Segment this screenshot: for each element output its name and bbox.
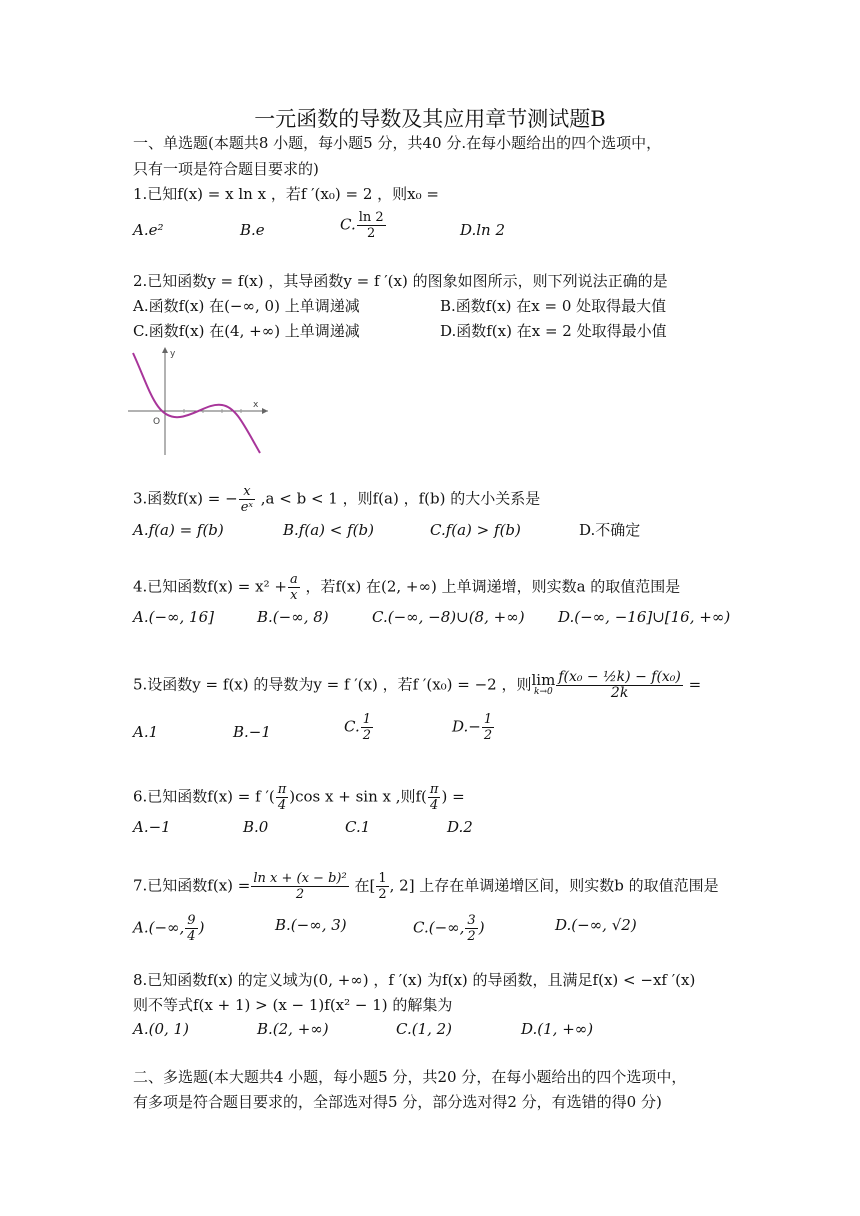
q4-stem: [133, 572, 680, 603]
x-axis-arrow-icon: [262, 408, 268, 414]
q2-option-b: B.函数f(x) 在x = 0 处取得最大值: [440, 297, 667, 315]
q3-numerator: x: [239, 484, 255, 500]
q6-option-d: D.2: [447, 818, 473, 836]
q5-option-d-numerator: 1: [483, 712, 493, 727]
q7-option-a-prefix: A.(−∞,: [133, 918, 185, 937]
q1-stem: 1.已知f(x) = x ln x ，若f ′(x₀) = 2 ，则x₀ =: [133, 185, 439, 203]
q5-numerator: f(x₀ − ½k) − f(x₀): [558, 669, 681, 685]
q7-option-a-denominator: 4: [187, 929, 196, 944]
q6-denominator-1: 4: [277, 798, 287, 813]
q4-option-a: A.(−∞, 16]: [133, 608, 214, 626]
q3-stem: [133, 484, 540, 515]
q8-option-d: D.(1, +∞): [521, 1020, 594, 1038]
q8-option-b: B.(2, +∞): [257, 1020, 329, 1038]
q4-numerator: a: [289, 572, 298, 587]
q7-option-d: D.(−∞, √2): [555, 916, 637, 934]
q3-stem-prefix: 3.函数f(x) = −: [133, 489, 238, 508]
q7-option-c-prefix: C.(−∞,: [413, 918, 465, 937]
q3-option-a: A.f(a) = f(b): [133, 521, 224, 539]
q7-stem-mid: 在[: [349, 876, 376, 895]
q5-option-c-prefix: C.: [344, 717, 360, 736]
q3-option-d: D.不确定: [579, 521, 641, 539]
q5-option-c-denominator: 2: [362, 728, 371, 743]
q1-option-d: D.ln 2: [460, 221, 506, 239]
page-title: 一元函数的导数及其应用章节测试题B: [254, 107, 606, 131]
q7-option-c: [413, 913, 485, 944]
q5-option-c: [344, 712, 374, 743]
q8-stem-line2: 则不等式f(x + 1) > (x − 1)f(x² − 1) 的解集为: [133, 996, 453, 1014]
q6-option-b: B.0: [243, 818, 269, 836]
section1-heading-line2: 只有一项是符合题目要求的): [133, 160, 319, 178]
q7-option-c-numerator: 3: [467, 913, 476, 928]
q7-stem: [133, 871, 719, 902]
q1-option-a: A.e²: [133, 221, 164, 239]
q6-numerator-2: π: [429, 782, 439, 797]
q2-stem: 2.已知函数y = f(x) ，其导函数y = f ′(x) 的图象如图所示，则下列说法正确的是: [133, 272, 668, 290]
q5-denominator: 2k: [610, 685, 629, 701]
section1-heading-line1: 一、单选题(本题共8 小题，每小题5 分，共40 分.在每小题给出的四个选项中，: [133, 134, 662, 152]
q5-stem-suffix: =: [683, 675, 702, 694]
q5-lim: lim: [531, 670, 556, 689]
q5-option-d: [452, 712, 495, 743]
section2-heading-line1: 二、多选题(本大题共4 小题，每小题5 分，共20 分，在每小题给出的四个选项中，: [133, 1068, 687, 1086]
q1-option-b: B.e: [240, 221, 265, 239]
q6-stem-suffix: ) =: [441, 787, 465, 806]
q5-stem: [133, 670, 701, 701]
q8-option-c: C.(1, 2): [396, 1020, 453, 1038]
q1-option-c-prefix: C.: [340, 215, 356, 234]
q8-option-a: A.(0, 1): [133, 1020, 189, 1038]
section2-heading-line2: 有多项是符合题目要求的，全部选对得5 分，部分选对得2 分，有选错的得0 分): [133, 1093, 662, 1111]
derivative-graph: [128, 345, 273, 457]
q2-option-c: C.函数f(x) 在(4, +∞) 上单调递减: [133, 322, 360, 340]
y-axis-arrow-icon: [162, 347, 168, 353]
x-axis-label: x: [253, 400, 259, 410]
q2-option-a: A.函数f(x) 在(−∞, 0) 上单调递减: [133, 297, 360, 315]
q5-stem-prefix: 5.设函数y = f(x) 的导数为y = f ′(x) ，若f ′(x₀) = −2 ，则: [133, 675, 532, 694]
q6-stem-mid: )cos x + sin x ,则f(: [289, 787, 427, 806]
q4-stem-suffix: ，若f(x) 在(2, +∞) 上单调递增，则实数a 的取值范围是: [300, 577, 681, 596]
q6-option-a: A.−1: [133, 818, 171, 836]
q7-option-a: [133, 913, 204, 944]
q7-numerator: ln x + (x − b)²: [253, 871, 347, 886]
q7-option-a-numerator: 9: [187, 913, 196, 928]
q7-option-b: B.(−∞, 3): [275, 916, 347, 934]
q6-numerator-1: π: [277, 782, 287, 797]
q3-option-c: C.f(a) > f(b): [430, 521, 521, 539]
q3-stem-suffix: ,a < b < 1 ，则f(a) ，f(b) 的大小关系是: [256, 489, 541, 508]
q4-denominator: x: [290, 588, 298, 603]
q3-option-b: B.f(a) < f(b): [283, 521, 374, 539]
q3-denominator: eˣ: [240, 500, 254, 515]
q4-option-d: D.(−∞, −16]∪[16, +∞): [558, 608, 731, 626]
q1-option-c-numerator: ln 2: [358, 210, 384, 225]
q5-lim-subscript: k→0: [534, 686, 553, 697]
q4-option-c: C.(−∞, −8)∪(8, +∞): [372, 608, 525, 626]
q7-option-a-suffix: ): [198, 918, 205, 937]
q6-stem-prefix: 6.已知函数f(x) = f ′(: [133, 787, 275, 806]
q6-option-c: C.1: [345, 818, 371, 836]
q5-option-b: B.−1: [233, 723, 271, 741]
q7-interval-denominator: 2: [378, 887, 387, 902]
q6-stem: [133, 782, 465, 813]
q8-stem-line1: 8.已知函数f(x) 的定义域为(0, +∞) ，f ′(x) 为f(x) 的导函数，且满足f(x) < −xf ′(x): [133, 971, 696, 989]
q6-denominator-2: 4: [430, 798, 439, 813]
origin-label: O: [153, 417, 161, 427]
q7-denominator: 2: [295, 887, 305, 902]
q7-stem-prefix: 7.已知函数f(x) =: [133, 876, 251, 895]
q4-option-b: B.(−∞, 8): [257, 608, 329, 626]
q7-option-c-denominator: 2: [467, 929, 476, 944]
q7-option-c-suffix: ): [478, 918, 485, 937]
q1-option-c: [340, 210, 387, 241]
q7-stem-suffix: , 2] 上存在单调递增区间，则实数b 的取值范围是: [389, 876, 719, 895]
q5-option-d-prefix: D.−: [452, 717, 481, 736]
y-axis-label: y: [170, 349, 176, 359]
q5-option-a: A.1: [133, 723, 159, 741]
q5-option-d-denominator: 2: [483, 728, 493, 743]
derivative-curve: [133, 353, 260, 453]
q7-interval-numerator: 1: [378, 871, 387, 886]
q5-option-c-numerator: 1: [362, 712, 371, 727]
q1-option-c-denominator: 2: [367, 226, 376, 241]
q4-stem-prefix: 4.已知函数f(x) = x² +: [133, 577, 287, 596]
q2-option-d: D.函数f(x) 在x = 2 处取得最小值: [440, 322, 667, 340]
